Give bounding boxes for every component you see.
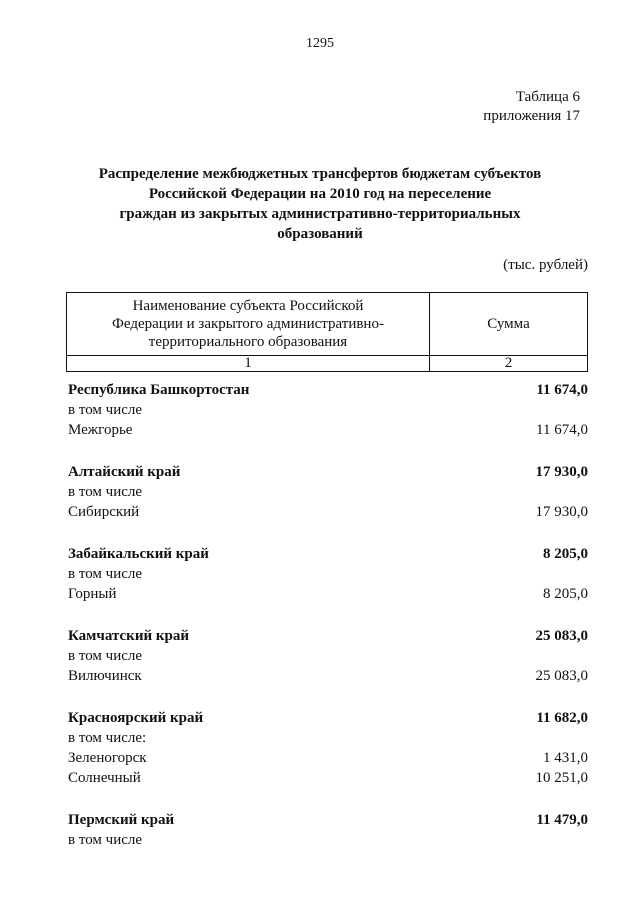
subregion-row: [68, 768, 588, 788]
region-group: [68, 544, 588, 604]
region-row: [68, 810, 588, 830]
region-name: Республика Башкортостан: [68, 382, 250, 398]
including-label: в том числе: [68, 832, 143, 848]
title-line: образований: [277, 226, 363, 242]
title-line: граждан из закрытых административно-территориальных: [119, 206, 521, 222]
subregion-name: Сибирский: [68, 504, 140, 520]
including-row: [68, 400, 588, 420]
region-name: Алтайский край: [68, 464, 181, 480]
including-row: [68, 830, 588, 850]
subregion-name: Зеленогорск: [68, 750, 147, 766]
region-name: Камчатский край: [68, 628, 189, 644]
including-label: в том числе: [68, 648, 143, 664]
including-row: [68, 728, 588, 748]
header-line: Наименование субъекта Российской: [132, 298, 364, 314]
table-reference: [483, 88, 580, 126]
region-group: [68, 462, 588, 522]
table-number: Таблица 6: [515, 89, 580, 105]
subregion-amount: 17 930,0: [535, 504, 588, 520]
region-row: [68, 626, 588, 646]
region-name: Пермский край: [68, 812, 175, 828]
region-row: [68, 462, 588, 482]
region-total: 11 674,0: [536, 382, 588, 398]
region-name: Красноярский край: [68, 710, 204, 726]
document-title: [60, 164, 580, 244]
subregion-row: [68, 666, 588, 686]
subregion-amount: 1 431,0: [543, 750, 588, 766]
subregion-name: Солнечный: [68, 770, 141, 786]
table-header: [66, 292, 588, 372]
including-label: в том числе: [68, 402, 143, 418]
region-total: 8 205,0: [543, 546, 588, 562]
region-total: 17 930,0: [535, 464, 588, 480]
including-row: [68, 646, 588, 666]
subregion-amount: 25 083,0: [535, 668, 588, 684]
subregion-amount: 8 205,0: [543, 586, 588, 602]
subregion-name: Вилючинск: [68, 668, 142, 684]
appendix-number: приложения 17: [483, 108, 580, 124]
subregion-row: [68, 748, 588, 768]
including-label: в том числе: [68, 484, 143, 500]
including-row: [68, 482, 588, 502]
header-amount: Сумма: [430, 293, 588, 356]
region-row: [68, 544, 588, 564]
header-line: территориального образования: [148, 334, 348, 350]
subregion-name: Межгорье: [68, 422, 133, 438]
region-group: [68, 708, 588, 788]
including-label: в том числе: [68, 566, 143, 582]
region-row: [68, 708, 588, 728]
subregion-row: [68, 502, 588, 522]
column-number-1: 1: [67, 356, 430, 372]
subregion-row: [68, 584, 588, 604]
region-group: [68, 626, 588, 686]
subregion-name: Горный: [68, 586, 117, 602]
including-row: [68, 564, 588, 584]
region-total: 11 479,0: [536, 812, 588, 828]
subregion-row: [68, 420, 588, 440]
title-line: Российской Федерации на 2010 год на переселение: [148, 186, 492, 202]
header-subject-name: [67, 293, 430, 356]
region-name: Забайкальский край: [68, 546, 209, 562]
region-row: [68, 380, 588, 400]
title-line: Распределение межбюджетных трансфертов бюджетам субъектов: [98, 166, 542, 182]
subregion-amount: 11 674,0: [536, 422, 588, 438]
page-number: 1295: [306, 36, 334, 51]
subregion-amount: 10 251,0: [535, 770, 588, 786]
table-body: [68, 380, 588, 872]
header-line: Федерации и закрытого административно-: [112, 316, 384, 332]
units-label: (тыс. рублей): [503, 257, 588, 273]
region-total: 25 083,0: [535, 628, 588, 644]
region-total: 11 682,0: [536, 710, 588, 726]
region-group: [68, 810, 588, 850]
column-number-2: 2: [430, 356, 588, 372]
including-label: в том числе:: [68, 730, 147, 746]
region-group: [68, 380, 588, 440]
